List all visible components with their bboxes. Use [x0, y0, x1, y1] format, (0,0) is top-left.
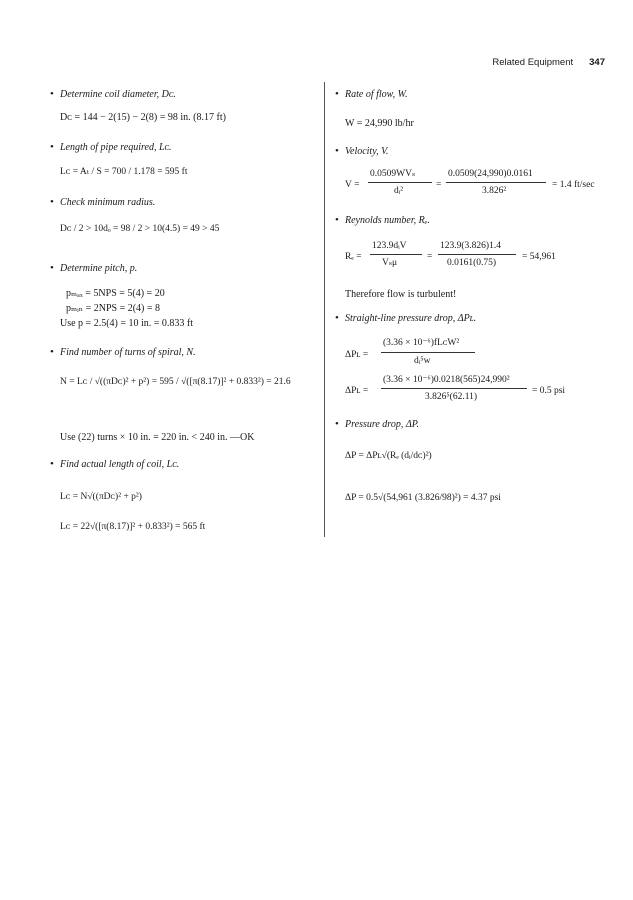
heading-pipe-length: • Length of pipe required, Lᴄ.	[60, 143, 172, 153]
straight-drop-num-1: (3.36 × 10⁻⁶)fLᴄW²	[383, 338, 460, 348]
page-number: 347	[589, 57, 605, 68]
reynolds-lhs: Rₑ =	[345, 252, 362, 262]
running-title: Related Equipment	[492, 57, 574, 68]
actual-length-eq-1: Lᴄ = N√((πDᴄ)² + p²)	[60, 492, 142, 502]
velocity-den-1: dᵢ²	[394, 186, 404, 196]
equals-sign: =	[427, 252, 433, 262]
velocity-lhs: V =	[345, 180, 360, 190]
heading-coil-diameter: • Determine coil diameter, Dᴄ.	[60, 90, 176, 100]
velocity-num-2: 0.0509(24,990)0.0161	[448, 169, 533, 179]
fraction-bar	[381, 388, 527, 389]
actual-length-eq-2: Lᴄ = 22√([π(8.17)]² + 0.833²) = 565 ft	[60, 522, 206, 532]
heading-min-radius: • Check minimum radius.	[60, 198, 155, 208]
pitch-max: pₘₐₓ = 5NPS = 5(4) = 20	[66, 288, 165, 299]
pipe-length-eq: Lᴄ = Aₜ / S = 700 / 1.178 = 595 ft	[60, 167, 188, 177]
pitch-use: Use p = 2.5(4) = 10 in. = 0.833 ft	[60, 318, 194, 329]
heading-rate-of-flow: • Rate of flow, W.	[345, 90, 408, 100]
pressure-drop-eq-1: ΔP = ΔPʟ√(Rₑ (dᵢ/dᴄ)²)	[345, 451, 432, 461]
rate-of-flow-value: W = 24,990 lb/hr	[345, 118, 414, 129]
velocity-result: = 1.4 ft/sec	[552, 180, 595, 190]
heading-straight-line-drop: • Straight-line pressure drop, ΔPʟ.	[345, 314, 476, 324]
turns-eq: N = Lᴄ / √((πDᴄ)² + p²) = 595 / √([π(8.17)]² + 0.833²) = 21.6	[60, 377, 291, 387]
reynolds-num-2: 123.9(3.826)1.4	[440, 241, 501, 251]
turbulent-statement: Therefore flow is turbulent!	[345, 289, 457, 300]
heading-reynolds: • Reynolds number, Rₑ.	[345, 216, 430, 226]
velocity-num-1: 0.0509WVₛ	[370, 169, 416, 179]
straight-drop-num-2: (3.36 × 10⁻⁶)0.0218(565)24,990²	[383, 375, 510, 385]
pressure-drop-eq-2: ΔP = 0.5√(54,961 (3.826/98)²) = 4.37 psi	[345, 493, 501, 503]
straight-drop-den-1: dᵢ⁵w	[414, 356, 431, 366]
velocity-den-2: 3.826²	[482, 186, 507, 196]
coil-diameter-line: Dᴄ = 144 − 2(15) − 2(8) = 98 in. (8.17 ft)	[60, 112, 226, 123]
min-radius-eq: Dᴄ / 2 > 10dₒ = 98 / 2 > 10(4.5) = 49 > 45	[60, 224, 220, 234]
straight-drop-result: = 0.5 psi	[532, 386, 566, 396]
turns-use: Use (22) turns × 10 in. = 220 in. < 240 in. —OK	[60, 432, 255, 443]
heading-velocity: • Velocity, V.	[345, 147, 388, 157]
fraction-bar	[381, 352, 475, 353]
heading-turns: • Find number of turns of spiral, N.	[60, 348, 196, 358]
heading-pressure-drop: • Pressure drop, ΔP.	[345, 420, 419, 430]
fraction-bar	[446, 182, 546, 183]
fraction-bar	[368, 182, 432, 183]
running-header	[492, 57, 605, 68]
reynolds-den-1: Vₛμ	[382, 258, 398, 268]
heading-pitch: • Determine pitch, p.	[60, 264, 137, 274]
straight-drop-den-2: 3.826⁵(62.11)	[425, 392, 478, 402]
reynolds-result: = 54,961	[522, 252, 556, 262]
column-divider	[324, 82, 325, 537]
heading-actual-length: • Find actual length of coil, Lᴄ.	[60, 460, 179, 470]
reynolds-den-2: 0.0161(0.75)	[447, 258, 497, 268]
reynolds-num-1: 123.9dᵢV	[372, 241, 407, 251]
straight-drop-lhs-2: ΔPʟ =	[345, 386, 369, 396]
pitch-min: pₘᵢₙ = 2NPS = 2(4) = 8	[66, 303, 161, 314]
straight-drop-lhs-1: ΔPʟ =	[345, 350, 369, 360]
fraction-bar	[370, 254, 422, 255]
equals-sign: =	[436, 180, 442, 190]
fraction-bar	[438, 254, 516, 255]
